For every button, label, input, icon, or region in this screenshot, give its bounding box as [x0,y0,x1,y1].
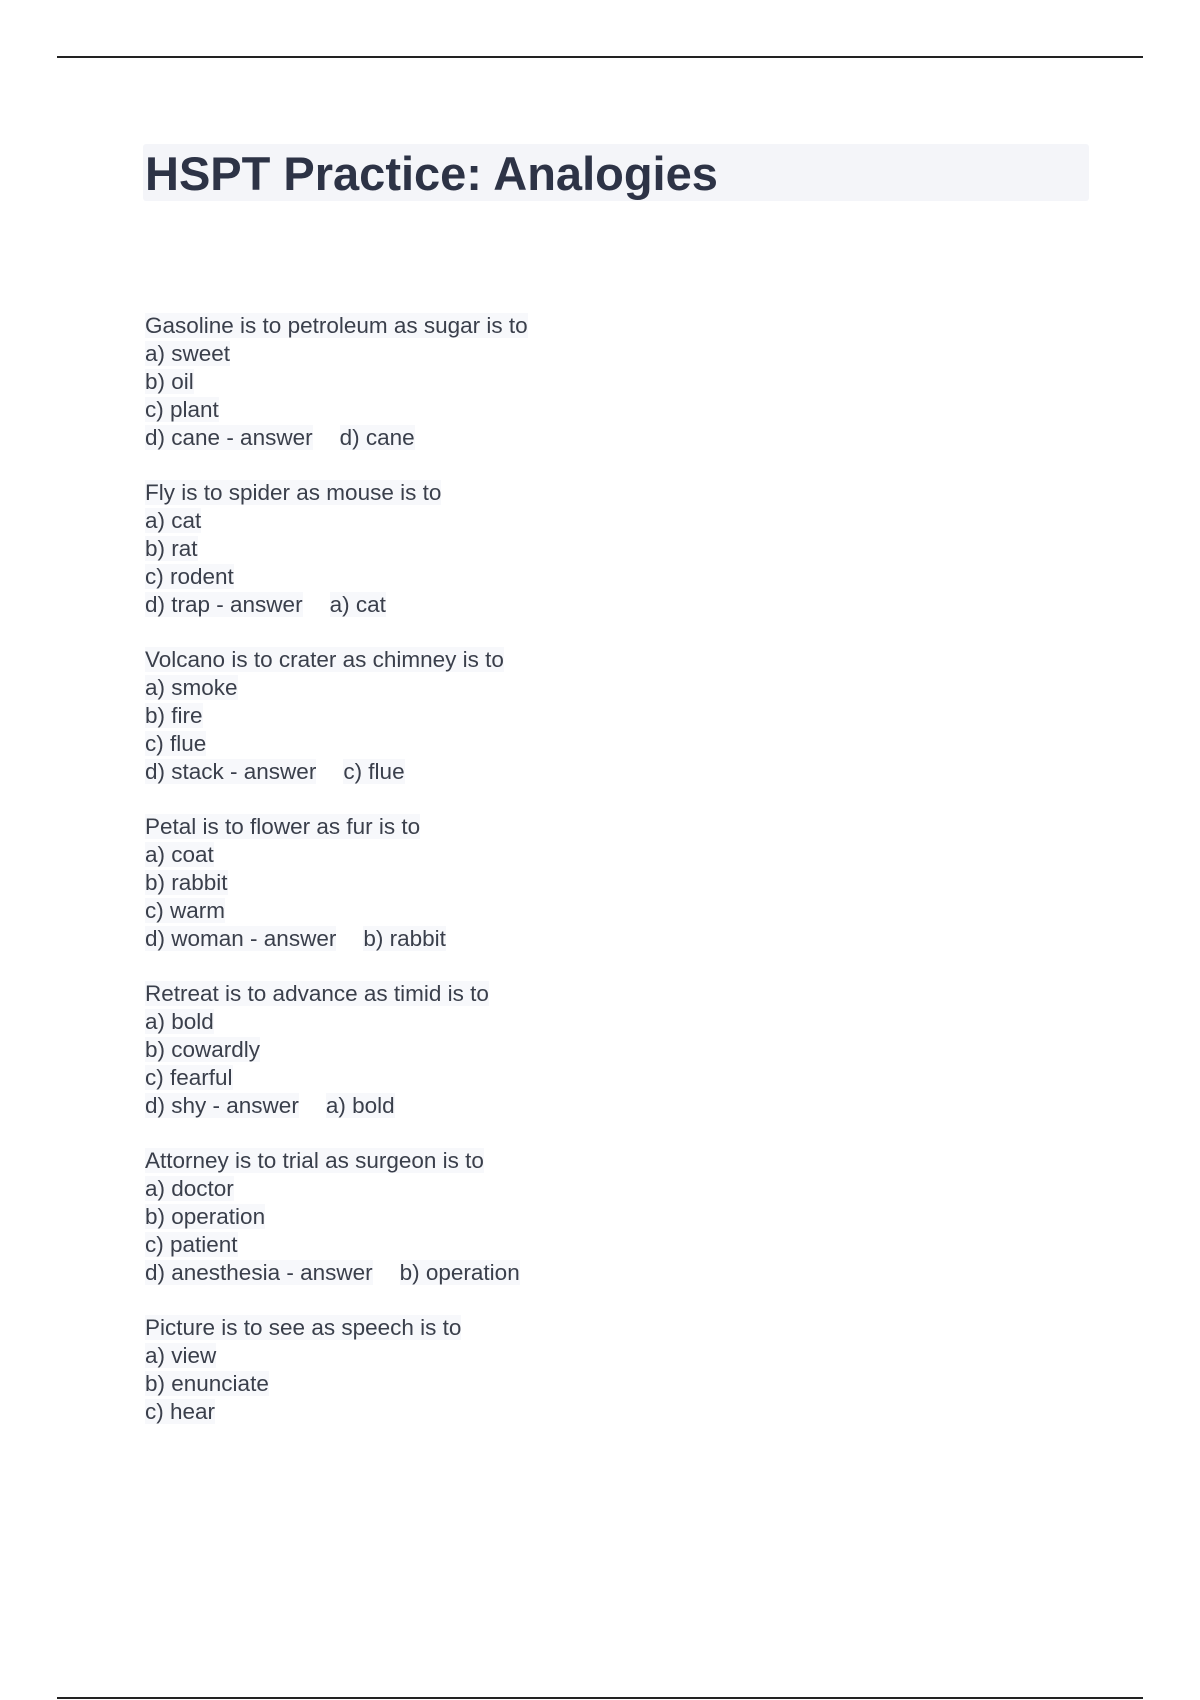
option-text: c) flue [145,731,207,756]
question-block [145,1314,1045,1426]
option-line [145,1370,1045,1398]
option-text: c) patient [145,1232,238,1257]
question-prompt [145,312,1045,340]
option-line [145,730,1045,758]
option-text: b) cowardly [145,1037,261,1062]
option-text: a) bold [145,1009,214,1034]
option-text: b) operation [145,1204,266,1229]
option-text: d) anesthesia [145,1260,281,1285]
option-text: d) cane [145,425,221,450]
question-prompt [145,813,1045,841]
question-prompt-text: Gasoline is to petroleum as sugar is to [145,313,528,338]
bottom-rule [57,1697,1143,1699]
answer-text: c) flue [343,759,405,784]
page-title: HSPT Practice: Analogies [145,147,718,200]
option-line [145,396,1045,424]
option-text: b) fire [145,703,203,728]
option-line [145,1342,1045,1370]
option-line [145,591,1045,619]
question-block [145,312,1045,452]
option-line [145,535,1045,563]
option-line [145,368,1045,396]
option-text: d) shy [145,1093,207,1118]
option-line [145,424,1045,452]
question-prompt [145,479,1045,507]
option-text: b) enunciate [145,1371,269,1396]
option-line [145,1231,1045,1259]
option-line [145,1398,1045,1426]
question-prompt-text: Petal is to flower as fur is to [145,814,421,839]
answer-marker: - answer [210,592,303,617]
option-line [145,674,1045,702]
option-line [145,702,1045,730]
option-line [145,925,1045,953]
option-line [145,1008,1045,1036]
option-line [145,563,1045,591]
option-text: c) hear [145,1399,216,1424]
answer-text: b) rabbit [363,926,446,951]
answer-marker: - answer [243,926,337,951]
option-line [145,869,1045,897]
option-text: a) sweet [145,341,231,366]
option-line [145,1259,1045,1287]
question-block [145,980,1045,1120]
option-text: c) warm [145,898,225,923]
option-line [145,1064,1045,1092]
option-line [145,758,1045,786]
question-prompt [145,646,1045,674]
answer-text: d) cane [339,425,415,450]
question-prompt [145,1147,1045,1175]
option-text: c) rodent [145,564,234,589]
question-block [145,1147,1045,1287]
option-text: a) doctor [145,1176,234,1201]
top-rule [57,56,1143,58]
option-text: d) trap [145,592,211,617]
question-prompt-text: Fly is to spider as mouse is to [145,480,442,505]
option-line [145,841,1045,869]
option-text: b) rabbit [145,870,228,895]
option-text: a) cat [145,508,202,533]
question-prompt-text: Attorney is to trial as surgeon is to [145,1148,484,1173]
option-text: c) fearful [145,1065,233,1090]
question-prompt-text: Volcano is to crater as chimney is to [145,647,504,672]
question-block [145,646,1045,786]
option-text: b) oil [145,369,194,394]
question-prompt [145,1314,1045,1342]
option-text: a) coat [145,842,214,867]
answer-text: b) operation [399,1260,520,1285]
question-block [145,813,1045,953]
option-line [145,1203,1045,1231]
answer-marker: - answer [206,1093,299,1118]
option-text: d) stack [145,759,224,784]
answer-marker: - answer [223,759,317,784]
option-line [145,1036,1045,1064]
option-text: b) rat [145,536,198,561]
option-line [145,897,1045,925]
option-text: a) view [145,1343,217,1368]
question-list [145,312,1045,1453]
answer-marker: - answer [220,425,313,450]
option-text: d) woman [145,926,244,951]
question-prompt-text: Picture is to see as speech is to [145,1315,462,1340]
option-text: a) smoke [145,675,238,700]
option-line [145,340,1045,368]
answer-text: a) bold [325,1093,395,1118]
option-text: c) plant [145,397,219,422]
option-line [145,507,1045,535]
answer-text: a) cat [329,592,386,617]
question-prompt-text: Retreat is to advance as timid is to [145,981,489,1006]
answer-marker: - answer [280,1260,373,1285]
question-block [145,479,1045,619]
option-line [145,1175,1045,1203]
question-prompt [145,980,1045,1008]
option-line [145,1092,1045,1120]
